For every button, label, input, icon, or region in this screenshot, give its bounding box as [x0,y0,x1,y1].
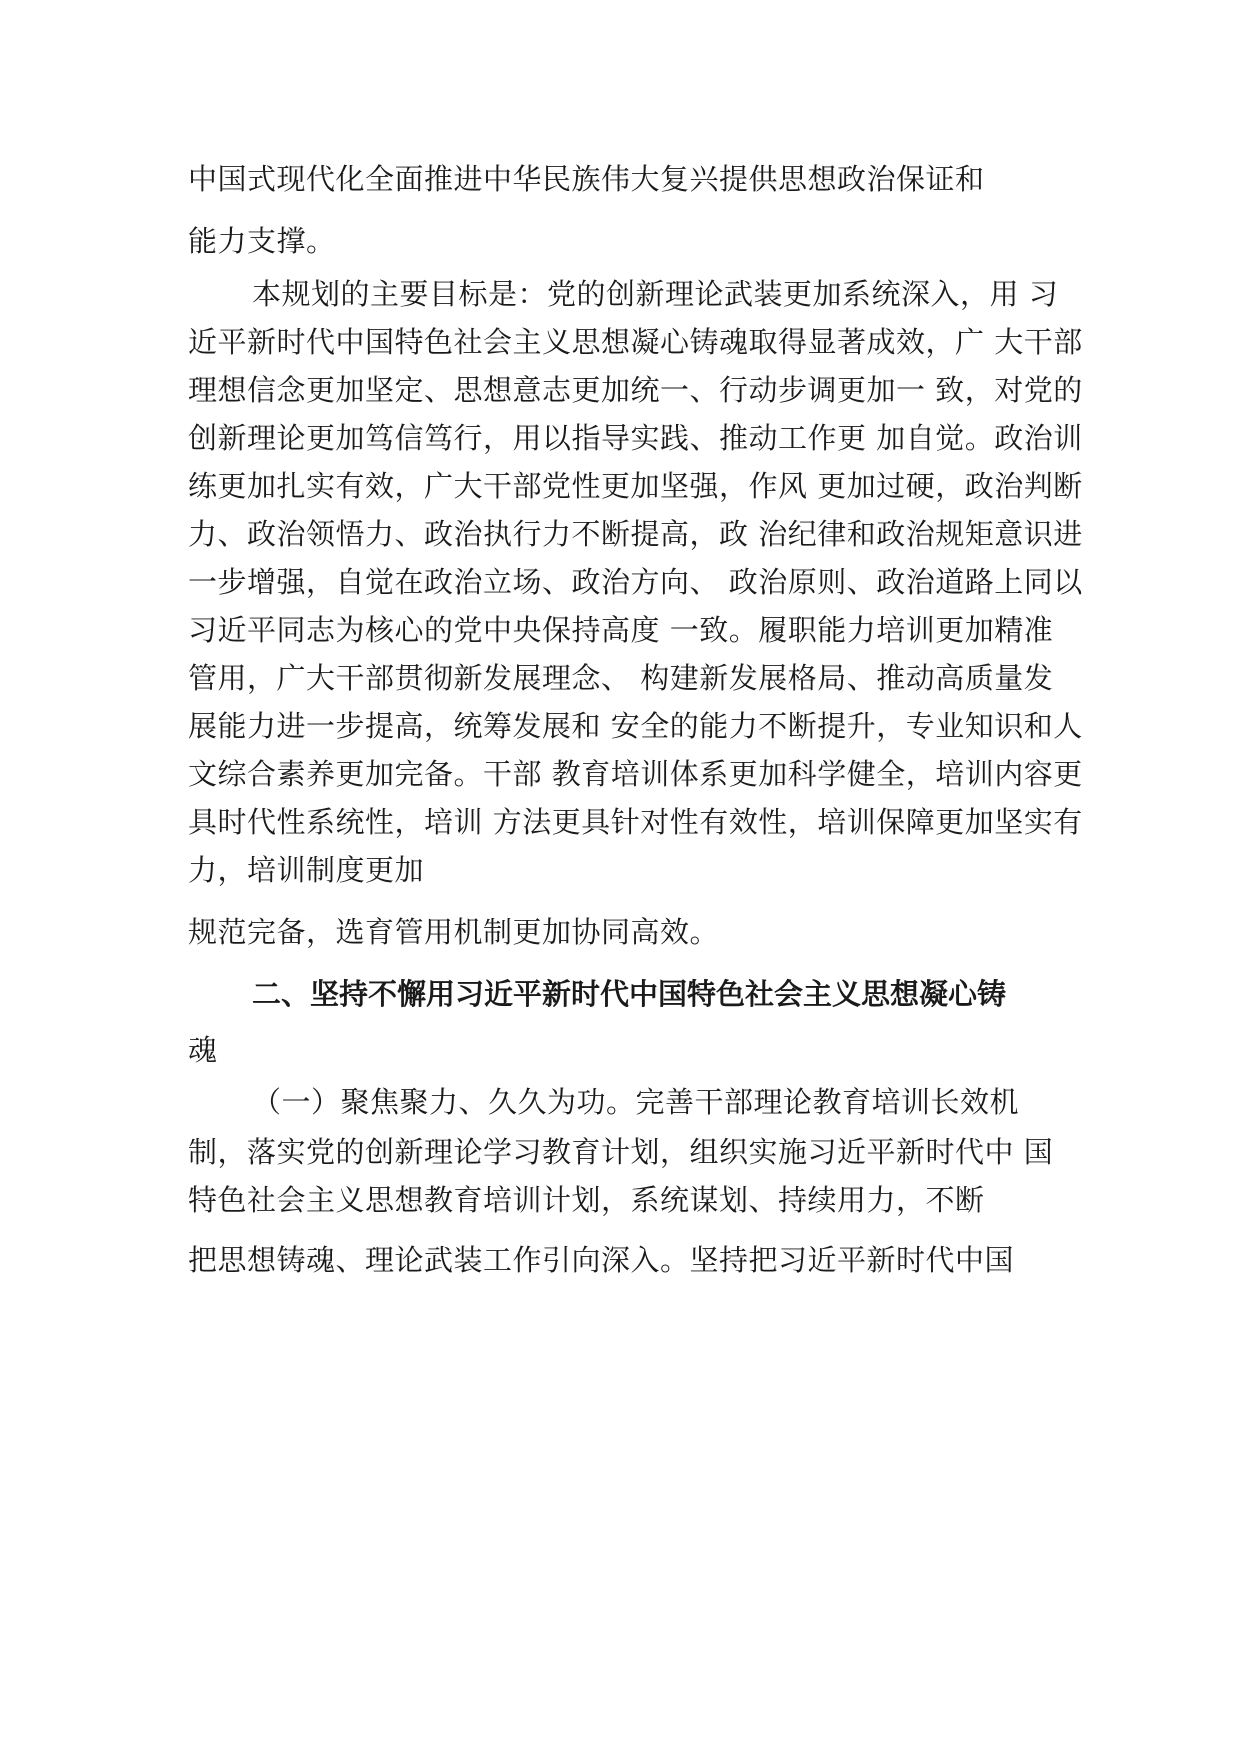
body-text-line: 力、政治领悟力、政治执行力不断提高，政 治纪律和政治规矩意识进 [188,517,1083,551]
body-text-line: 习近平同志为核心的党中央保持高度 一致。履职能力培训更加精准 [188,613,1054,647]
body-text-line: 文综合素养更加完备。干部 教育培训体系更加科学健全，培训内容更 [188,757,1083,791]
section-heading-continuation: 魂 [188,1033,218,1067]
body-text-line: 近平新时代中国特色社会主义思想凝心铸魂取得显著成效，广 大干部 [188,325,1083,359]
body-text-line: 练更加扎实有效，广大干部党性更加坚强，作风 更加过硬，政治判断 [188,469,1083,503]
paragraph-first-line: 本规划的主要目标是：党的创新理论武装更加系统深入，用 习 [252,277,1059,311]
body-text-line: 中国式现代化全面推进中华民族伟大复兴提供思想政治保证和 [188,162,985,196]
body-text-line: 特色社会主义思想教育培训计划，系统谋划、持续用力，不断 [188,1183,985,1217]
body-text-line: 展能力进一步提高，统筹发展和 安全的能力不断提升，专业知识和人 [188,709,1083,743]
subsection-first-line: （一）聚焦聚力、久久为功。完善干部理论教育培训长效机 [252,1085,1020,1119]
body-text-line: 把思想铸魂、理论武装工作引向深入。坚持把习近平新时代中国 [188,1243,1015,1277]
body-text-line: 制，落实党的创新理论学习教育计划，组织实施习近平新时代中 国 [188,1135,1054,1169]
section-heading: 二、坚持不懈用习近平新时代中国特色社会主义思想凝心铸 [252,977,1007,1011]
body-text-line: 一步增强，自觉在政治立场、政治方向、 政治原则、政治道路上同以 [188,565,1083,599]
body-text-line: 创新理论更加笃信笃行，用以指导实践、推动工作更 加自觉。政治训 [188,421,1083,455]
body-text-line: 力，培训制度更加 [188,853,425,887]
body-text-line: 具时代性系统性，培训 方法更具针对性有效性，培训保障更加坚实有 [188,805,1083,839]
body-text-line: 管用，广大干部贯彻新发展理念、 构建新发展格局、推动高质量发 [188,661,1054,695]
body-text-line: 理想信念更加坚定、思想意志更加统一、行动步调更加一 致，对党的 [188,373,1083,407]
body-text-line: 规范完备，选育管用机制更加协同高效。 [188,915,720,949]
body-text-line: 能力支撑。 [188,224,336,258]
